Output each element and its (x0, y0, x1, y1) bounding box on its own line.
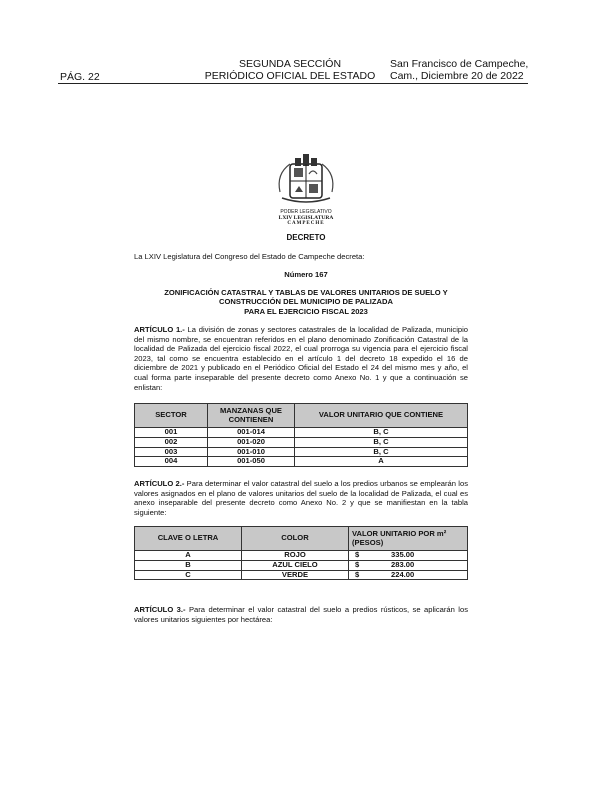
seal (268, 152, 344, 226)
column-header: VALOR UNITARIO POR m² (PESOS) (349, 527, 468, 551)
table-cell: AZUL CIELO (242, 560, 349, 570)
seal-line-3: CAMPECHE (287, 221, 325, 226)
article-2-label: ARTÍCULO 2.- (134, 479, 185, 488)
decree-title: DECRETO (286, 233, 326, 242)
table-cell: 001-020 (208, 437, 295, 447)
table-row (135, 437, 468, 447)
table-cell: B, C (295, 428, 468, 438)
table-row (135, 560, 468, 570)
table-cell: A (295, 457, 468, 467)
column-header: SECTOR (135, 404, 208, 428)
table-cell: 001-014 (208, 428, 295, 438)
intro-text: La LXIV Legislatura del Congreso del Estado de Campeche decreta: (134, 252, 365, 261)
header-place: San Francisco de Campeche, (390, 58, 529, 70)
coat-of-arms-icon (268, 152, 344, 204)
table-row (135, 570, 468, 580)
table-cell: $ (349, 551, 389, 561)
table-cell: A (135, 551, 242, 561)
law-title (120, 288, 492, 316)
table-cell: 001 (135, 428, 208, 438)
sectors-table (134, 403, 468, 467)
article-2-text: Para determinar el valor catastral del suelo a los predios urbanos se emplearán los valores asignados en el plano de valores unitarios del suelo de la localidad de Palizada, el cual es anexo inseparable del presente decreto como Anexo No. 2 y que se manifiestan en la tabla siguiente: (134, 479, 469, 517)
table-cell: 003 (135, 447, 208, 457)
table-row (135, 551, 468, 561)
table-cell: B, C (295, 447, 468, 457)
table-cell: 002 (135, 437, 208, 447)
header-date: Cam., Diciembre 20 de 2022 (390, 70, 524, 82)
table-cell: B (135, 560, 242, 570)
article-3-text: Para determinar el valor catastral del suelo a predios rústicos, se aplicarán los valores unitarios siguientes por hectárea: (134, 605, 468, 624)
table-cell: 001-050 (208, 457, 295, 467)
header-rule (58, 83, 528, 84)
column-header: CLAVE O LETRA (135, 527, 242, 551)
seal-line-2: LXIV LEGISLATURA (278, 215, 334, 221)
table-cell: 335.00 (388, 551, 468, 561)
table-cell: VERDE (242, 570, 349, 580)
law-title-line-3: PARA EL EJERCICIO FISCAL 2023 (244, 306, 368, 316)
table-cell: 224.00 (388, 570, 468, 580)
table-cell: ROJO (242, 551, 349, 561)
page-number: PÁG. 22 (60, 71, 100, 83)
table-cell: C (135, 570, 242, 580)
table-row (135, 447, 468, 457)
column-header: VALOR UNITARIO QUE CONTIENE (295, 404, 468, 428)
table-cell: 004 (135, 457, 208, 467)
article-3 (134, 605, 468, 624)
article-3-label: ARTÍCULO 3.- (134, 605, 186, 614)
table-cell: 283.00 (388, 560, 468, 570)
table-cell: B, C (295, 437, 468, 447)
law-title-line-2: CONSTRUCCIÓN DEL MUNICIPIO DE PALIZADA (219, 297, 393, 307)
article-1-text: La división de zonas y sectores catastrales de la localidad de Palizada, municipio del mismo nombre, se encuentran referidos en el plano denominado Zonificación Catastral de la localidad de Palizada del ejercicio fiscal 2022, el cual prorroga su vigencia para el ejercicio fiscal 2023, tal como se encuentra establecido en el artículo 1 del decreto 18 expedido el 16 de diciembre de 2021 y publicado en el Periódico Oficial del Estado el 24 del mismo mes y año, el cual forma parte inseparable del presente decreto como Anexo No. 1 y que a continuación se enlistan: (134, 325, 469, 392)
table-row (135, 428, 468, 438)
law-title-line-1: ZONIFICACIÓN CATASTRAL Y TABLAS DE VALORES UNITARIOS DE SUELO Y (164, 288, 448, 297)
periodical-name: PERIÓDICO OFICIAL DEL ESTADO (204, 70, 376, 82)
table-cell: $ (349, 560, 389, 570)
column-header: COLOR (242, 527, 349, 551)
table-row (135, 457, 468, 467)
column-header: MANZANAS QUE CONTIENEN (208, 404, 295, 428)
table-cell: 001-010 (208, 447, 295, 457)
article-1-label: ARTÍCULO 1.- (134, 325, 185, 334)
table-header-row (135, 404, 468, 428)
table-cell: $ (349, 570, 389, 580)
seal-line-1: PODER LEGISLATIVO (280, 209, 332, 215)
article-1 (134, 325, 468, 392)
article-2 (134, 479, 468, 517)
table-header-row (135, 527, 468, 551)
section-label: SEGUNDA SECCIÓN (238, 58, 342, 70)
values-table (134, 526, 468, 580)
decree-number: Número 167 (284, 270, 328, 279)
